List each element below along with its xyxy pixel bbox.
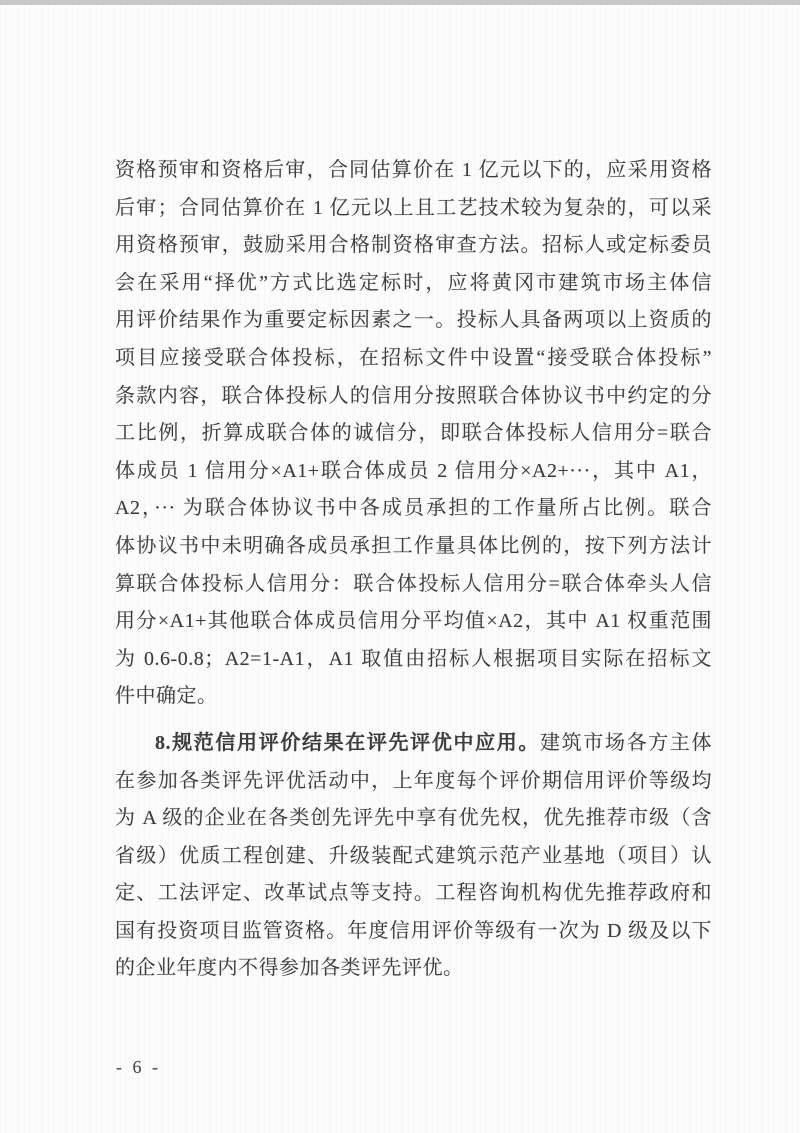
scan-edge-strip <box>0 0 800 5</box>
text-line: 用资格预审，鼓励采用合格制资格审查方法。招标人或定标委员 <box>115 234 712 257</box>
text-line: 在参加各类评先评优活动中，上年度每个评价期信用评价等级均 <box>115 769 712 792</box>
text-line: 后审；合同估算价在 1 亿元以上且工艺技术较为复杂的，可以采 <box>115 196 712 219</box>
text-line: 算联合体投标人信用分：联合体投标人信用分=联合体牵头人信 <box>115 572 712 595</box>
text-line-item8-heading <box>115 725 712 763</box>
document-body <box>115 152 712 988</box>
page-number: - 6 - <box>116 1057 161 1077</box>
text-line: 资格预审和资格后审，合同估算价在 1 亿元以下的，应采用资格 <box>115 159 712 181</box>
text-line: A2，··· 为联合体协议书中各成员承担的工作量所占比例。联合 <box>115 497 712 520</box>
text-line: 的企业年度内不得参加各类评先评优。 <box>115 957 464 980</box>
text-line: 条款内容，联合体投标人的信用分按照联合体协议书中约定的分 <box>115 384 712 407</box>
text-line: 省级）优质工程创建、升级装配式建筑示范产业基地（项目）认 <box>115 844 712 867</box>
text-line: 项目应接受联合体投标，在招标文件中设置“接受联合体投标” <box>115 346 712 369</box>
text-line: 国有投资项目监管资格。年度信用评价等级有一次为 D 级及以下 <box>115 919 712 942</box>
item8-heading-rest-text: 建筑市场各方主体 <box>540 731 713 754</box>
paragraph-item8 <box>115 725 712 988</box>
text-line: 体成员 1 信用分×A1+联合体成员 2 信用分×A2+···，其中 A1， <box>115 459 712 482</box>
text-line: 工比例，折算成联合体的诚信分，即联合体投标人信用分=联合 <box>115 422 712 445</box>
text-line: 定、工法评定、改革试点等支持。工程咨询机构优先推荐政府和 <box>115 882 712 905</box>
text-line: 为 0.6-0.8；A2=1-A1，A1 取值由招标人根据项目实际在招标文 <box>115 647 712 670</box>
item8-heading-bold-text: 8.规范信用评价结果在评先评优中应用。 <box>155 731 541 754</box>
text-line: 会在采用“择优”方式比选定标时，应将黄冈市建筑市场主体信 <box>115 271 712 294</box>
text-line: 件中确定。 <box>115 685 218 708</box>
text-line: 为 A 级的企业在各类创先评先中享有优先权，优先推荐市级（含 <box>115 807 712 830</box>
text-line: 用评价结果作为重要定标因素之一。投标人具备两项以上资质的 <box>115 309 712 332</box>
text-line: 用分×A1+其他联合体成员信用分平均值×A2，其中 A1 权重范围 <box>115 610 712 633</box>
text-line: 体协议书中未明确各成员承担工作量具体比例的，按下列方法计 <box>115 534 712 557</box>
paragraph-qualification-review <box>115 152 712 716</box>
